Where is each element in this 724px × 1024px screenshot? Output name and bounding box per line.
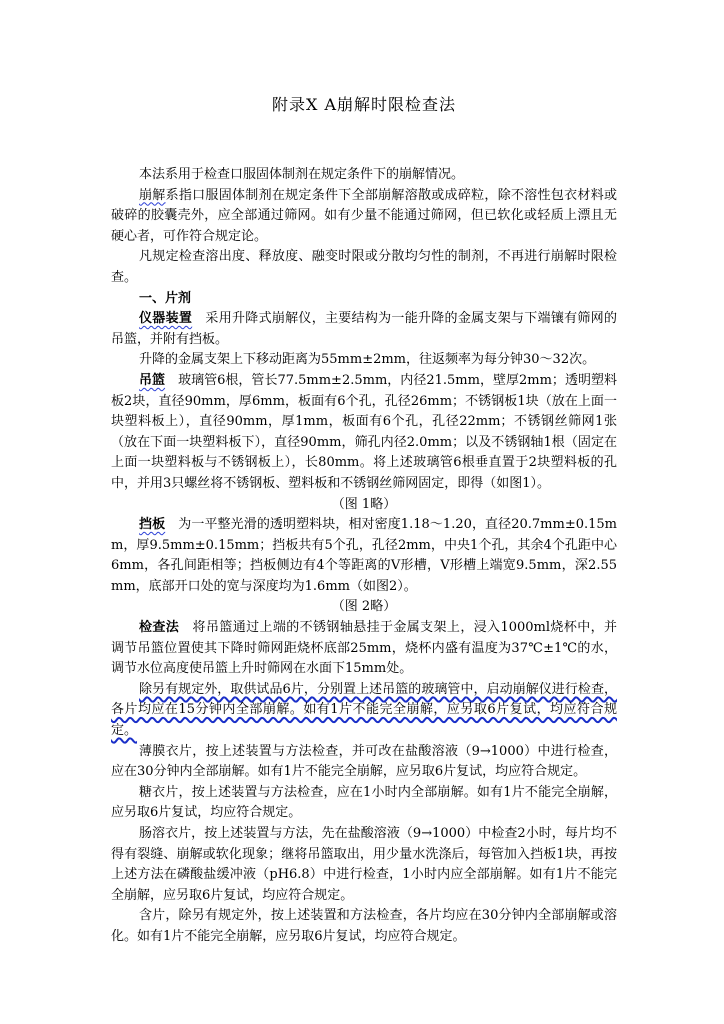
figure-1-caption: （图 1略）: [331, 496, 397, 512]
definition-paragraph: [111, 186, 617, 248]
method-paragraph: [111, 618, 617, 680]
general-tablets-paragraph: [111, 680, 617, 742]
sugar-coated-paragraph: 糖衣片，按上述装置与方法检查，应在1小时内全部崩解。如有1片不能完全崩解，应另取6片复试，均应符合规定。: [111, 784, 617, 821]
general-tablets-text: 除另有规定外，取供试品6片，分别置上述吊篮的玻璃管中，启动崩解仪进行检查，各片均应在15分钟内全部崩解。如有1片不能完全崩解，应另取6片复试，均应符合规定。: [111, 681, 617, 739]
section-heading-tablets: 一、片剂: [139, 290, 192, 306]
term-apparatus: 仪器装置: [139, 311, 193, 327]
lift-paragraph: 升降的金属支架上下移动距离为55mm±2mm，往返频率为每分钟30～32次。: [139, 352, 596, 368]
page-title: 附录Ⅹ A崩解时限检查法: [271, 95, 457, 114]
term-basket: 吊篮: [139, 372, 166, 388]
term-disintegration: 崩解: [139, 187, 166, 203]
document-page: [111, 92, 617, 948]
disk-paragraph: [111, 515, 617, 597]
buccal-tablets-paragraph: 含片，除另有规定外，按上述装置和方法检查，各片均应在30分钟内全部崩解或溶化。如有1片不能完全崩解，应另取6片复试，均应符合规定。: [111, 908, 617, 944]
disk-text: 为一平整光滑的透明塑料块，相对密度1.18～1.20，直径20.7mm±0.15mm，厚9.5mm±0.15mm；挡板共有5个孔，孔径2mm，中央1个孔，其余4个孔距中心6mm，各孔间距相等；挡板侧边有4个等距离的V形槽，V形槽上端宽9.5mm，深2.55mm，底部开口处的宽与深度均为1.6mm（如图2）。: [111, 517, 617, 594]
intro-paragraph: 本法系用于检查口服固体制剂在规定条件下的崩解情况。: [139, 167, 465, 182]
film-coated-paragraph: 薄膜衣片，按上述装置与方法检查，并可改在盐酸溶液（9→1000）中进行检查，应在30分钟内全部崩解。如有1片不能完全崩解，应另取6片复试，均应符合规定。: [111, 743, 617, 780]
term-method: 检查法: [139, 620, 180, 636]
basket-paragraph: [111, 371, 617, 495]
apparatus-paragraph: [111, 309, 617, 350]
method-text: 将吊篮通过上端的不锈钢轴悬挂于金属支架上，浸入1000ml烧杯中，并调节吊篮位置使其下降时筛网距烧杯底部25mm，烧杯内盛有温度为37℃±1℃的水，调节水位高度使吊篮上升时筛网在水面下15mm处。: [111, 620, 617, 677]
exclusion-paragraph: 凡规定检查溶出度、释放度、融变时限或分散均匀性的制剂，不再进行崩解时限检查。: [111, 249, 617, 285]
enteric-coated-paragraph: 肠溶衣片，按上述装置与方法，先在盐酸溶液（9→1000）中检查2小时，每片均不得有裂缝、崩解或软化现象；继将吊篮取出，用少量水洗涤后，每管加入挡板1块，再按上述方法在磷酸盐缓冲液（pH6.8）中进行检查，1小时内应全部崩解。如有1片不能完全崩解，应另取6片复试，均应符合规定。: [111, 826, 617, 903]
term-disk: 挡板: [139, 517, 166, 533]
apparatus-text: 采用升降式崩解仪，主要结构为一能升降的金属支架与下端镶有筛网的吊篮，并附有挡板。: [111, 311, 617, 347]
figure-2-caption: （图 2略）: [331, 599, 397, 615]
definition-text: 系指口服固体制剂在规定条件下全部崩解溶散或成碎粒，除不溶性包衣材料或破碎的胶囊壳外，应全部通过筛网。如有少量不能通过筛网，但已软化或轻质上漂且无硬心者，可作符合规定论。: [111, 187, 617, 244]
basket-text: 玻璃管6根，管长77.5mm±2.5mm，内径21.5mm，壁厚2mm；透明塑料板2块，直径90mm，厚6mm，板面有6个孔，孔径26mm；不锈钢板1块（放在上面一块塑料板上），直径90mm，厚1mm，板面有6个孔，孔径22mm；不锈钢丝筛网1张（放在下面一块塑料板下），直径90mm，筛孔内径2.0mm；以及不锈钢轴1根（固定在上面一块塑料板与不锈钢板上），长80mm。将上述玻璃管6根垂直置于2块塑料板的孔中，并用3只螺丝将不锈钢板、塑料板和不锈钢丝筛网固定，即得（如图1）。: [111, 372, 617, 491]
